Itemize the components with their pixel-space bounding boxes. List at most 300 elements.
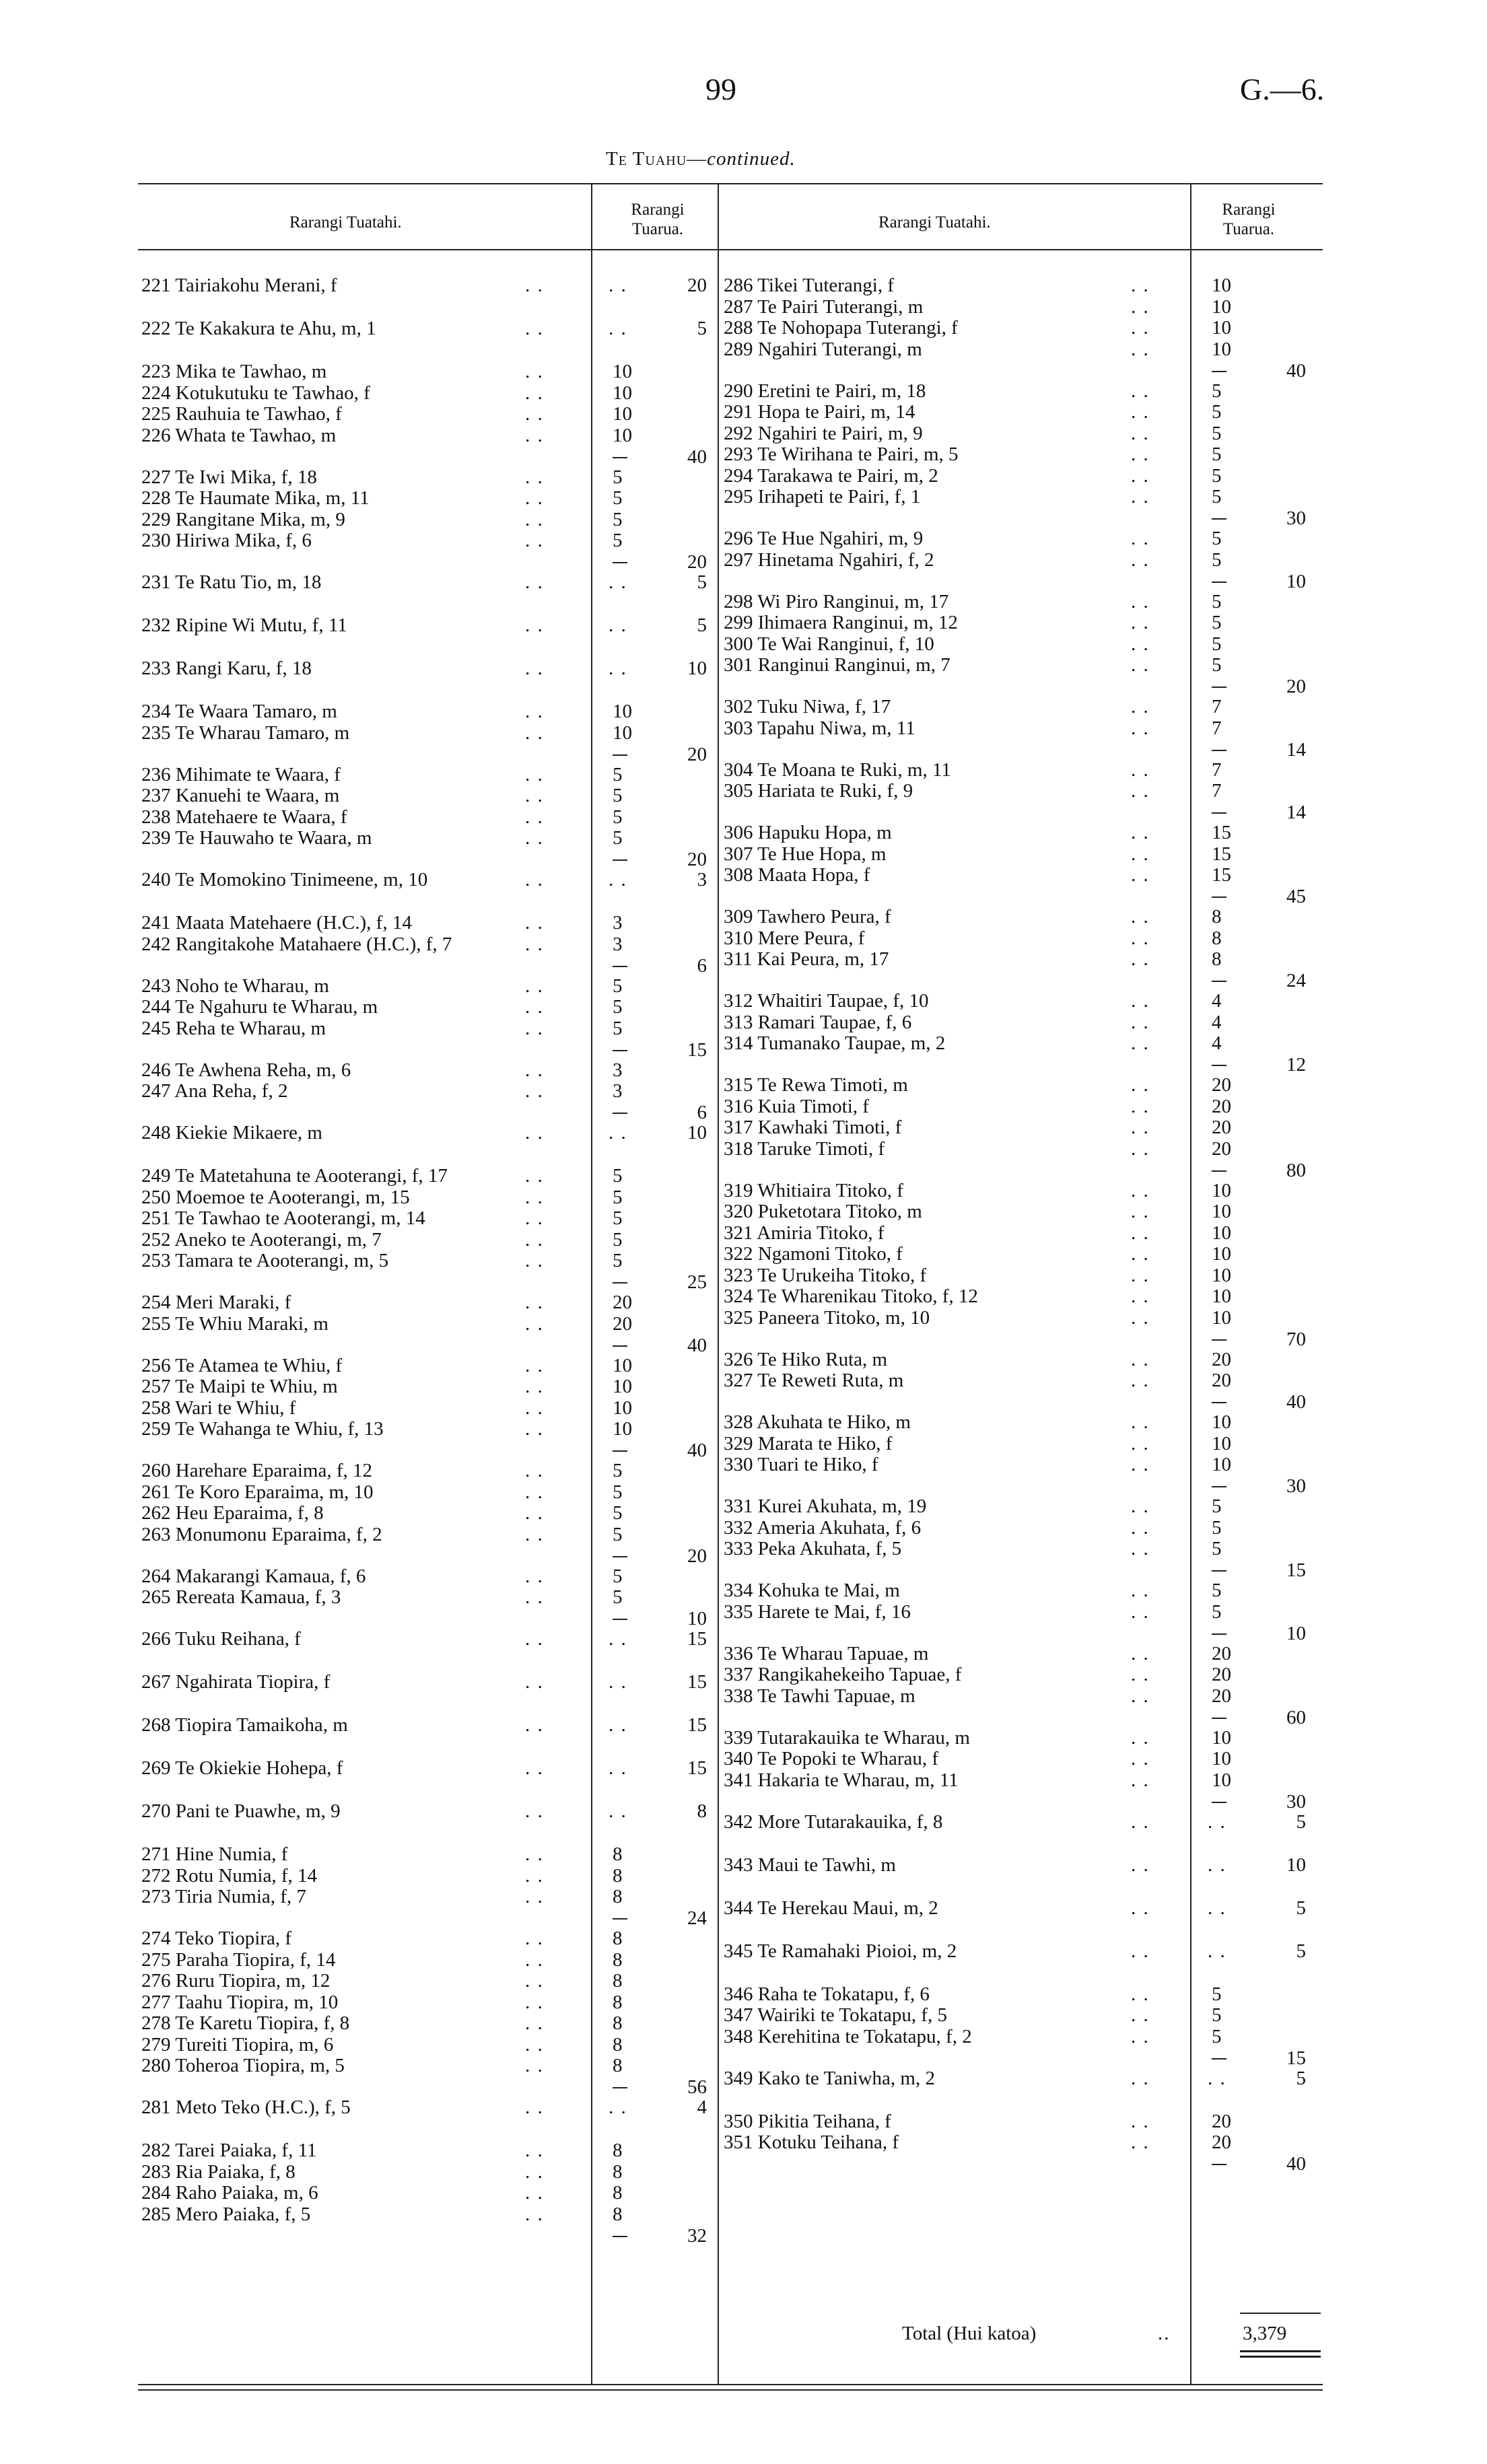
leader-dots: . . [1131,2110,1150,2132]
entry-name: 302 Tuku Niwa, f, 17 [724,696,891,717]
leader-dots: . . [525,275,544,296]
group-subtotal: 25 [687,1271,707,1293]
leader-dots: . . [525,1864,544,1887]
leader-dots: . . [525,1991,544,2013]
leader-dots: . . [1208,2067,1226,2089]
entry-name: 305 Hariata te Ruki, f, 9 [724,780,913,802]
entry-name: 296 Te Hue Ngahiri, m, 9 [724,528,924,549]
leader-dots: . . [525,1122,544,1143]
entry-share: 5 [1212,1600,1222,1623]
group-subtotal: 3 [697,869,707,890]
entry-share: 7 [1212,696,1222,717]
entry-name: 245 Reha te Wharau, m [141,1017,326,1039]
entry-name: 272 Rotu Numia, f, 14 [141,1864,317,1887]
entry-share: 10 [613,721,632,744]
leader-dots: . . [1131,696,1150,717]
leader-dots: . . [525,1165,544,1187]
total-double-rule-2 [1240,2356,1321,2358]
leader-dots: . . [1131,1810,1150,1833]
entry-name: 226 Whata te Tawhao, m [141,424,337,446]
entry-name: 330 Tuari te Hiko, f [724,1454,878,1475]
group-subtotal: 40 [687,1334,707,1356]
entry-name: 299 Ihimaera Ranginui, m, 12 [724,612,958,633]
entry-name: 344 Te Herekau Maui, m, 2 [724,1897,938,1919]
leader-dots: . . [1131,633,1150,655]
entry-name: 233 Rangi Karu, f, 18 [141,658,312,679]
entry-name: 240 Te Momokino Tinimeene, m, 10 [141,869,428,890]
entry-name: 290 Eretini te Pairi, m, 18 [724,380,926,402]
entry-name: 303 Tapahu Niwa, m, 11 [724,717,915,739]
entry-share: 5 [1212,1495,1222,1517]
entry-name: 271 Hine Numia, f [141,1843,288,1865]
leader-dots: . . [525,1418,544,1440]
entry-share: 5 [613,1481,623,1503]
entry-name: 291 Hopa te Pairi, m, 14 [724,401,915,423]
entry-name: 288 Te Nohopapa Tuterangi, f [724,317,958,339]
leader-dots: . . [1131,1940,1150,1962]
entry-name: 266 Tuku Reihana, f [141,1628,301,1650]
entry-name: 293 Te Wirihana te Pairi, m, 5 [724,444,959,465]
leader-dots: . . [609,1671,627,1693]
entry-name: 228 Te Haumate Mika, m, 11 [141,487,370,509]
entry-share: 5 [613,1017,623,1039]
entry-name: 285 Mero Paiaka, f, 5 [141,2203,311,2225]
group-subtotal: 70 [1286,1328,1306,1350]
entry-share: 10 [613,424,632,446]
group-subtotal: 20 [687,551,707,573]
group-subtotal: 10 [1286,1622,1306,1644]
leader-dots: . . [1131,1685,1150,1707]
entry-name: 292 Ngahiri te Pairi, m, 9 [724,422,923,444]
entry-name: 225 Rauhuia te Tawhao, f [141,403,342,425]
entry-share: 20 [1212,1348,1231,1370]
leader-dots: . . [1131,295,1150,318]
entry-name: 309 Tawhero Peura, f [724,906,891,927]
subtotal-dash [613,859,627,861]
leader-dots: . . [525,721,544,744]
leader-dots: . . [1131,1264,1150,1286]
entry-share: 5 [613,1165,623,1187]
subtotal-dash [613,457,627,458]
entry-name: 347 Wairiki te Tokatapu, f, 5 [724,2004,948,2026]
entry-name: 297 Hinetama Ngahiri, f, 2 [724,549,934,571]
subtotal-dash [1212,1570,1226,1572]
entry-name: 234 Te Waara Tamaro, m [141,701,337,722]
leader-dots: . . [525,933,544,955]
entry-share: 20 [1212,1370,1231,1391]
subtotal-dash [613,1113,627,1114]
leader-dots: . . [525,701,544,722]
entry-share: 8 [1212,948,1222,970]
group-subtotal: 10 [1286,570,1306,592]
group-subtotal: 10 [1286,1854,1306,1876]
entry-name: 333 Peka Akuhata, f, 5 [724,1538,902,1559]
leader-dots: . . [525,1397,544,1419]
group-subtotal: 6 [697,954,707,977]
entry-name: 224 Kotukutuku te Tawhao, f [141,382,370,404]
leader-dots: . . [525,2033,544,2055]
entry-name: 249 Te Matetahuna te Aooterangi, f, 17 [141,1165,448,1187]
group-subtotal: 14 [1286,738,1306,761]
entry-share: 20 [1212,1685,1231,1707]
entry-share: 10 [613,403,632,425]
leader-dots: . . [525,1970,544,1992]
entry-name: 268 Tiopira Tamaikoha, m [141,1714,348,1736]
entry-share: 8 [613,1928,623,1949]
group-subtotal: 10 [687,1122,707,1143]
leader-dots: . . [525,571,544,593]
entry-name: 267 Ngahirata Tiopira, f [141,1671,331,1693]
group-subtotal: 20 [687,743,707,765]
entry-share: 10 [1212,295,1231,318]
entry-share: 5 [1212,654,1222,676]
leader-dots: . . [525,508,544,530]
entry-share: 10 [1212,338,1231,360]
entry-share: 5 [613,975,623,997]
entry-name: 227 Te Iwi Mika, f, 18 [141,466,317,488]
group-subtotal: 56 [687,2076,707,2098]
entry-share: 8 [1212,906,1222,927]
entry-share: 8 [613,2160,623,2183]
leader-dots: . . [1131,528,1150,549]
entry-name: 279 Tureiti Tiopira, m, 6 [141,2033,334,2055]
entry-share: 10 [1212,1201,1231,1222]
subtotal-dash [1212,371,1226,372]
leader-dots: . . [1131,843,1150,865]
leader-dots: . . [525,1376,544,1397]
leader-dots: . . [525,996,544,1018]
entry-name: 320 Puketotara Titoko, m [724,1201,922,1222]
total-top-rule [1240,2313,1321,2314]
group-subtotal: 8 [697,1800,707,1822]
group-subtotal: 10 [687,1608,707,1629]
subtotal-dash [613,562,627,563]
group-subtotal: 20 [1286,676,1306,697]
right-value-header: Rarangi Tuarua. [1222,201,1276,238]
entry-share: 8 [613,1970,623,1992]
leader-dots: . . [525,806,544,828]
entry-name: 329 Marata te Hiko, f [724,1432,893,1454]
entry-name: 283 Ria Paiaka, f, 8 [141,2160,296,2183]
entry-name: 232 Ripine Wi Mutu, f, 11 [141,614,347,636]
subtotal-dash [1212,1339,1226,1341]
entry-name: 340 Te Popoki te Wharau, f [724,1748,939,1769]
entry-share: 5 [1212,528,1222,549]
entry-share: 10 [613,1397,632,1419]
leader-dots: . . [1131,1370,1150,1391]
leader-dots: . . [1131,1769,1150,1791]
leader-dots: . . [1131,1983,1150,2005]
group-subtotal: 5 [697,614,707,636]
leader-dots: . . [525,1948,544,1971]
entry-name: 289 Ngahiri Tuterangi, m [724,338,922,360]
leader-dots: . . [609,2097,627,2118]
entry-name: 269 Te Okiekie Hohepa, f [141,1757,343,1779]
leader-dots: . . [525,614,544,636]
entry-share: 20 [613,1312,632,1335]
entry-share: 10 [1212,1769,1231,1791]
leader-dots: . . [525,1017,544,1039]
entry-share: 5 [613,1186,623,1208]
leader-dots: . . [525,1228,544,1251]
entry-name: 248 Kiekie Mikaere, m [141,1122,322,1143]
entry-name: 323 Te Urukeiha Titoko, f [724,1264,927,1286]
page-number: 99 [705,72,736,106]
total-value: 3,379 [1243,2323,1287,2344]
document-code: G.—6. [1240,72,1325,106]
leader-dots: . . [1131,948,1150,970]
entry-name: 298 Wi Piro Ranginui, m, 17 [724,590,949,612]
group-subtotal: 40 [687,446,707,468]
entry-share: 3 [613,933,623,955]
entry-share: 10 [1212,1411,1231,1433]
leader-dots: . . [1131,422,1150,444]
entry-name: 237 Kanuehi te Waara, m [141,785,340,806]
entry-share: 8 [613,2033,623,2055]
entry-name: 274 Teko Tiopira, f [141,1928,292,1949]
leader-dots: . . [525,2182,544,2204]
entry-name: 335 Harete te Mai, f, 16 [724,1600,911,1623]
entry-name: 247 Ana Reha, f, 2 [141,1080,288,1102]
leader-dots: . . [609,1628,627,1650]
group-subtotal: 15 [687,1628,707,1650]
leader-dots: . . [1208,1854,1226,1876]
entry-share: 5 [1212,1580,1222,1601]
leader-dots: . . [609,1714,627,1736]
leader-dots: . . [525,382,544,404]
leader-dots: . . [1131,1306,1150,1329]
leader-dots: . . [1131,927,1150,949]
entry-share: 15 [1212,822,1231,843]
entry-name: 222 Te Kakakura te Ahu, m, 1 [141,318,376,339]
entry-name: 281 Meto Teko (H.C.), f, 5 [141,2097,351,2118]
leader-dots: . . [1131,380,1150,402]
entry-name: 308 Maata Hopa, f [724,864,870,886]
total-label: Total (Hui katoa) [902,2323,1037,2344]
entry-name: 243 Noho te Wharau, m [141,975,329,997]
entry-share: 5 [613,1586,623,1608]
leader-dots: . . [609,275,627,296]
entry-share: 20 [1212,2110,1231,2132]
entry-name: 251 Te Tawhao te Aooterangi, m, 14 [141,1207,425,1229]
entry-name: 264 Makarangi Kamaua, f, 6 [141,1565,366,1587]
leader-dots: . . [1131,1411,1150,1433]
entry-name: 286 Tikei Tuterangi, f [724,275,894,296]
leader-dots: . . [525,975,544,997]
entry-share: 10 [613,1418,632,1440]
leader-dots: . . [1131,444,1150,465]
entry-name: 242 Rangitakohe Matahaere (H.C.), f, 7 [141,933,452,955]
leader-dots: . . [525,1312,544,1335]
entry-name: 276 Ruru Tiopira, m, 12 [141,1970,331,1992]
left-name-header: Rarangi Tuatahi. [289,213,402,232]
entry-name: 346 Raha te Tokatapu, f, 6 [724,1983,930,2005]
leader-dots: . . [1131,1243,1150,1265]
group-subtotal: 15 [687,1714,707,1736]
subtotal-dash [613,1619,627,1620]
entry-name: 255 Te Whiu Maraki, m [141,1312,328,1335]
leader-dots: . . [1208,1897,1226,1919]
entry-name: 241 Maata Matehaere (H.C.), f, 14 [141,912,412,934]
subtotal-dash [1212,981,1226,982]
leader-dots: . . [525,2012,544,2034]
group-subtotal: 40 [1286,359,1306,382]
entry-name: 223 Mika te Tawhao, m [141,361,327,382]
entry-share: 5 [1212,549,1222,571]
leader-dots: . . [525,1800,544,1822]
leader-dots: . . [525,318,544,339]
group-subtotal: 5 [1296,1810,1306,1833]
subtotal-dash [613,2236,627,2237]
entry-name: 231 Te Ratu Tio, m, 18 [141,571,322,593]
leader-dots: . . [1131,1495,1150,1517]
entry-share: 10 [1212,1264,1231,1286]
group-subtotal: 80 [1286,1159,1306,1181]
leader-dots: . . [525,869,544,890]
entry-share: 8 [613,1886,623,1907]
bottom-rule-2 [138,2389,1323,2391]
entry-name: 314 Tumanako Taupae, m, 2 [724,1032,946,1054]
group-subtotal: 5 [697,571,707,593]
leader-dots: . . [1131,990,1150,1012]
entry-share: 8 [613,1948,623,1971]
leader-dots: . . [525,487,544,509]
group-subtotal: 10 [687,658,707,679]
subtotal-dash [613,1345,627,1347]
entry-share: 5 [1212,444,1222,465]
leader-dots: . . [1131,1897,1150,1919]
subtotal-dash [613,966,627,967]
entry-share: 3 [613,1059,623,1081]
top-rule [138,183,1323,184]
leader-dots: . . [1131,2132,1150,2153]
entry-name: 317 Kawhaki Timoti, f [724,1117,902,1138]
leader-dots: . . [1131,1011,1150,1033]
leader-dots: . . [1131,1286,1150,1307]
leader-dots: . . [525,2097,544,2118]
entry-share: 8 [613,2140,623,2161]
leader-dots: . . [1131,1748,1150,1769]
entry-name: 326 Te Hiko Ruta, m [724,1348,888,1370]
entry-name: 304 Te Moana te Ruki, m, 11 [724,759,951,781]
leader-dots: . . [609,318,627,339]
entry-name: 307 Te Hue Hopa, m [724,843,887,865]
leader-dots: . . [1131,654,1150,676]
leader-dots: . . [1131,549,1150,571]
leader-dots: . . [525,1481,544,1503]
entry-name: 270 Pani te Puawhe, m, 9 [141,1800,341,1822]
entry-name: 246 Te Awhena Reha, m, 6 [141,1059,351,1081]
entry-share: 5 [613,827,623,849]
group-subtotal: 32 [687,2224,707,2247]
leader-dots: . . [525,403,544,425]
entry-share: 5 [1212,2025,1222,2047]
leader-dots: . . [1131,1095,1150,1117]
entry-name: 252 Aneko te Aooterangi, m, 7 [141,1228,382,1251]
entry-name: 319 Whitiaira Titoko, f [724,1179,903,1201]
leader-dots: . . [525,1928,544,1949]
leader-dots: . . [525,785,544,806]
entry-share: 3 [613,1080,623,1102]
entry-share: 10 [1212,1306,1231,1329]
entry-name: 275 Paraha Tiopira, f, 14 [141,1948,336,1971]
entry-name: 337 Rangikahekeiho Tapuae, f [724,1664,962,1685]
entry-name: 239 Te Hauwaho te Waara, m [141,827,372,849]
entry-share: 5 [1212,633,1222,655]
subtotal-dash [613,1282,627,1283]
entry-share: 10 [1212,1726,1231,1749]
entry-share: 5 [1212,2004,1222,2026]
leader-dots: . . [1131,1348,1150,1370]
leader-dots: . . [525,1292,544,1313]
entry-share: 3 [613,912,623,934]
entry-name: 300 Te Wai Ranginui, f, 10 [724,633,934,655]
subtotal-dash [613,2087,627,2088]
entry-share: 20 [1212,1074,1231,1096]
entry-share: 5 [613,1460,623,1481]
group-subtotal: 24 [1286,970,1306,991]
entry-share: 4 [1212,1011,1222,1033]
leader-dots: . . [609,614,627,636]
leader-dots: . . [1131,1137,1150,1160]
entry-share: 20 [1212,1664,1231,1685]
subtotal-dash [1212,1633,1226,1635]
group-subtotal: 5 [697,318,707,339]
entry-name: 336 Te Wharau Tapuae, m [724,1642,929,1664]
entry-share: 5 [613,1523,623,1545]
group-subtotal: 4 [697,2097,707,2118]
leader-dots: . . [1131,1516,1150,1539]
group-subtotal: 45 [1286,886,1306,907]
leader-dots: . . [1131,1600,1150,1623]
leader-dots: . . [1131,1222,1150,1244]
entry-share: 5 [1212,1516,1222,1539]
entry-share: 8 [613,1843,623,1865]
entry-name: 244 Te Ngahuru te Wharau, m [141,996,378,1018]
entry-share: 10 [1212,1748,1231,1769]
subtotal-dash [1212,1065,1226,1066]
subtotal-dash [1212,2164,1226,2165]
group-subtotal: 15 [1286,2047,1306,2069]
entry-name: 318 Taruke Timoti, f [724,1137,885,1160]
leader-dots: . . [609,571,627,593]
leader-dots: . . [1131,1726,1150,1749]
leader-dots: . . [525,1523,544,1545]
entry-name: 348 Kerehitina te Tokatapu, f, 2 [724,2025,972,2047]
leader-dots: . . [1131,906,1150,927]
leader-dots: . . [1131,864,1150,886]
entry-name: 229 Rangitane Mika, m, 9 [141,508,345,530]
leader-dots: . . [1131,1642,1150,1664]
left-value-divider [591,183,592,2384]
entry-name: 278 Te Karetu Tiopira, f, 8 [141,2012,350,2034]
entry-share: 10 [613,382,632,404]
leader-dots: . . [525,1250,544,1271]
leader-dots: . . [1131,1032,1150,1054]
leader-dots: . . [1208,1810,1226,1833]
leader-dots: . . [1131,338,1150,360]
entry-name: 341 Hakaria te Wharau, m, 11 [724,1769,959,1791]
leader-dots: . . [525,424,544,446]
leader-dots: . . [525,466,544,488]
group-subtotal: 24 [687,1907,707,1929]
leader-dots: . . [1131,1074,1150,1096]
header-rule [138,249,1323,250]
entry-share: 20 [1212,1095,1231,1117]
entry-name: 257 Te Maipi te Whiu, m [141,1376,338,1397]
entry-share: 5 [613,996,623,1018]
group-subtotal: 6 [697,1102,707,1123]
